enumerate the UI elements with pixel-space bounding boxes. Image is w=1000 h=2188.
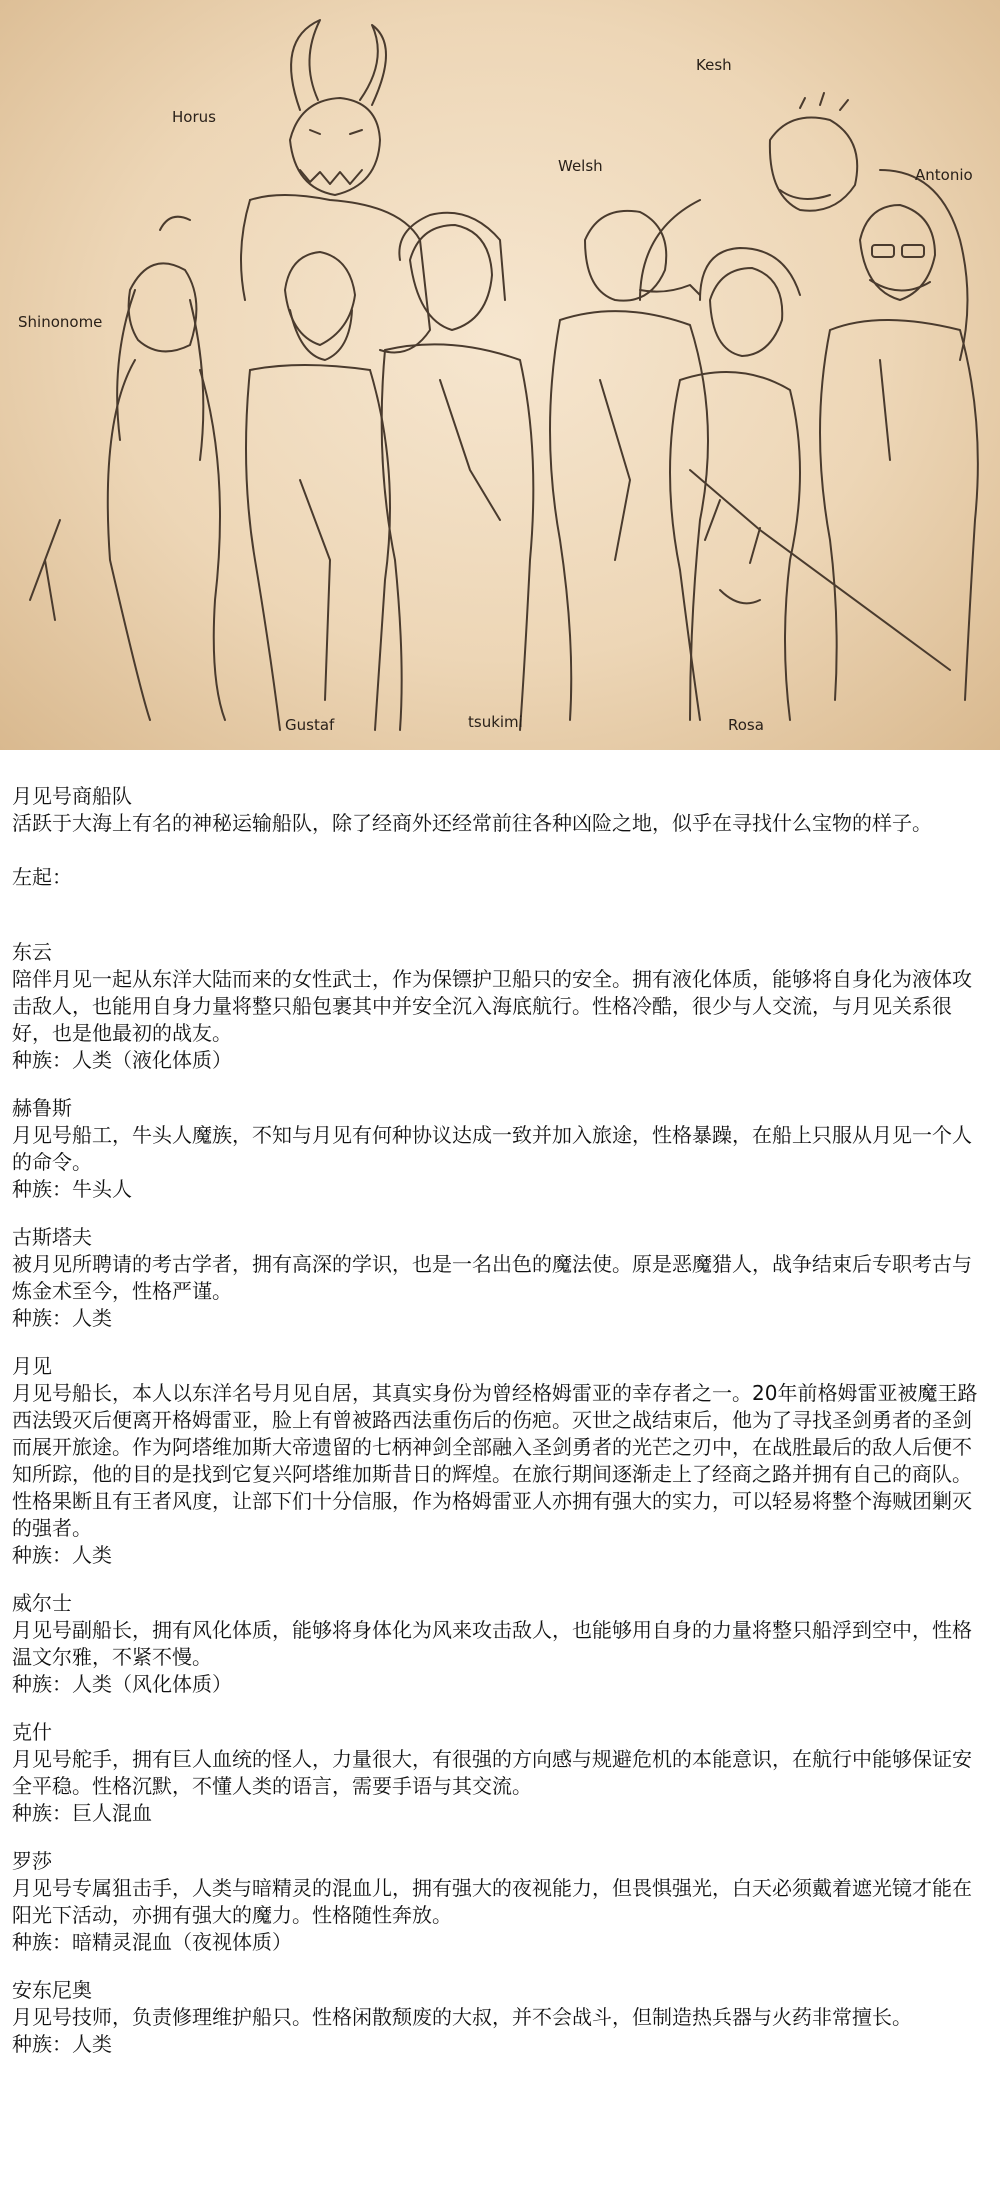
kesh-figure (640, 93, 968, 360)
horus-label: Horus (172, 108, 216, 126)
character-desc: 月见号副船长，拥有风化体质，能够将身体化为风来攻击敌人，也能够用自身的力量将整只船浮到空中，性格温文尔雅，不紧不慢。 (12, 1618, 972, 1669)
character-race: 种族：巨人混血 (12, 1801, 152, 1825)
shinonome-label: Shinonome (18, 313, 103, 331)
character-name: 东云 (12, 940, 52, 964)
character-desc: 月见号专属狙击手，人类与暗精灵的混血儿，拥有强大的夜视能力，但畏惧强光，白天必须戴着遮光镜才能在阳光下活动，亦拥有强大的魔力。性格随性奔放。 (12, 1876, 972, 1927)
rosa-figure (670, 248, 950, 720)
character-race: 种族：人类（液化体质） (12, 1048, 232, 1072)
from-left-label: 左起： (12, 865, 72, 889)
rosa-label: Rosa (728, 716, 764, 734)
character-race: 种族：牛头人 (12, 1177, 132, 1201)
doc-intro: 活跃于大海上有名的神秘运输船队，除了经商外还经常前往各种凶险之地，似乎在寻找什么宝物的样子。 (12, 811, 932, 835)
character-race: 种族：人类（风化体质） (12, 1672, 232, 1696)
character-name: 罗莎 (12, 1849, 52, 1873)
character-race: 种族：人类 (12, 2032, 112, 2056)
gustaf-figure (246, 252, 390, 730)
character-desc: 月见号技师，负责修理维护船只。性格闲散颓废的大叔，并不会战斗，但制造热兵器与火药非常擅长。 (12, 2005, 912, 2029)
character-desc: 月见号船工，牛头人魔族，不知与月见有何种协议达成一致并加入旅途，性格暴躁，在船上只服从月见一个人的命令。 (12, 1123, 972, 1174)
character-desc: 被月见所聘请的考古学者，拥有高深的学识，也是一名出色的魔法使。原是恶魔猎人，战争结束后专职考古与炼金术至今，性格严谨。 (12, 1252, 972, 1303)
character-desc: 陪伴月见一起从东洋大陆而来的女性武士，作为保镖护卫船只的安全。拥有液化体质，能够将自身化为液体攻击敌人，也能用自身力量将整只船包裹其中并安全沉入海底航行。性格冷酷，很少与人交流，与月见关系很好，也是他最初的战友。 (12, 967, 972, 1045)
character-name: 安东尼奥 (12, 1978, 92, 2002)
character-name: 月见 (12, 1354, 52, 1378)
shinonome-figure (30, 217, 225, 720)
character-desc: 月见号舵手，拥有巨人血统的怪人，力量很大，有很强的方向感与规避危机的本能意识，在航行中能够保证安全平稳。性格沉默，不懂人类的语言，需要手语与其交流。 (12, 1747, 972, 1798)
character-desc: 月见号船长，本人以东洋名号月见自居，其真实身份为曾经格姆雷亚的幸存者之一。20年前格姆雷亚被魔王路西法毁灭后便离开格姆雷亚，脸上有曾被路西法重伤后的伤疤。灭世之战结束后，他为了寻找圣剑勇者的圣剑而展开旅途。作为阿塔维加斯大帝遗留的七柄神剑全部融入圣剑勇者的光芒之刃中，在战胜最后的敌人后便不知所踪，他的目的是找到它复兴阿塔维加斯昔日的辉煌。在旅行期间逐渐走上了经商之路并拥有自己的商队。性格果断且有王者风度，让部下们十分信服，作为格姆雷亚人亦拥有强大的实力，可以轻易将整个海贼团剿灭的强者。 (12, 1381, 978, 1540)
welsh-label: Welsh (558, 157, 603, 175)
horus-figure (241, 20, 430, 353)
kesh-label: Kesh (696, 56, 732, 74)
character-race: 种族：人类 (12, 1543, 112, 1567)
character-name: 克什 (12, 1720, 52, 1744)
crew-illustration (0, 0, 1000, 750)
crew-sketch (0, 0, 1000, 750)
antonio-label: Antonio (915, 166, 973, 184)
character-name: 古斯塔夫 (12, 1225, 92, 1249)
welsh-figure (550, 211, 708, 720)
gustaf-label: Gustaf (285, 716, 335, 734)
doc-title: 月见号商船队 (12, 784, 132, 808)
character-race: 种族：暗精灵混血（夜视体质） (12, 1930, 292, 1954)
crew-description (0, 783, 1000, 2058)
character-race: 种族：人类 (12, 1306, 112, 1330)
character-name: 威尔士 (12, 1591, 72, 1615)
character-name: 赫鲁斯 (12, 1096, 72, 1120)
tsukimi-figure (382, 213, 534, 730)
tsukimi-label: tsukimi (468, 713, 523, 731)
antonio-figure (820, 205, 978, 700)
